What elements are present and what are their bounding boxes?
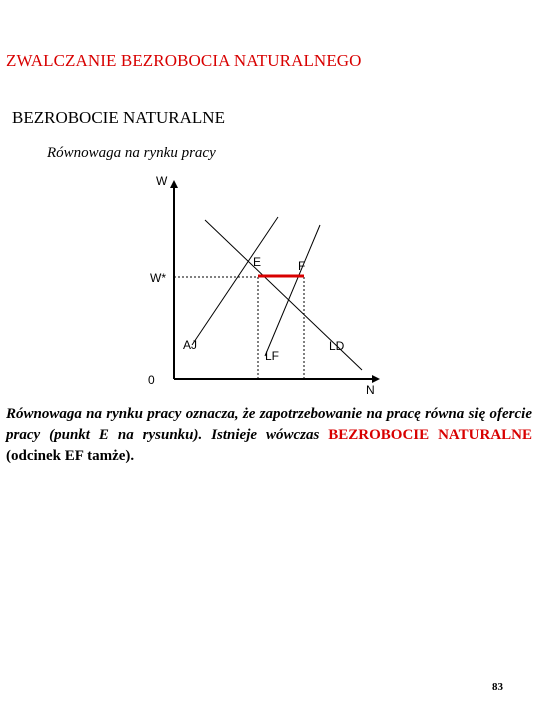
x-axis-label: N (366, 383, 375, 397)
lf-label: LF (265, 349, 280, 363)
wage-label: W* (150, 271, 166, 285)
page-number: 83 (492, 681, 503, 693)
point-f-label: F (298, 259, 306, 273)
aj-curve (192, 217, 278, 345)
ld-label: LD (329, 339, 345, 353)
lf-curve (265, 225, 320, 356)
natural-unemployment-term: BEZROBOCIE NATURALNE (328, 427, 532, 443)
description (6, 404, 532, 467)
aj-label: AJ (183, 338, 198, 352)
description-intro: Równowaga na rynku pracy oznacza, że zapotrzebowanie na pracę równa się ofercie pracy (punkt E na rysunku). Istnieje wówczas (6, 406, 532, 443)
diagram-caption: Równowaga na rynku pracy (47, 145, 216, 161)
page-title: ZWALCZANIE BEZROBOCIA NATURALNEGO (6, 51, 362, 70)
origin-label: 0 (148, 373, 155, 387)
description-outro: (odcinek EF tamże). (6, 448, 135, 464)
point-e-label: E (253, 255, 262, 269)
section-subtitle: BEZROBOCIE NATURALNE (12, 108, 225, 127)
y-axis-label: W (156, 174, 168, 188)
